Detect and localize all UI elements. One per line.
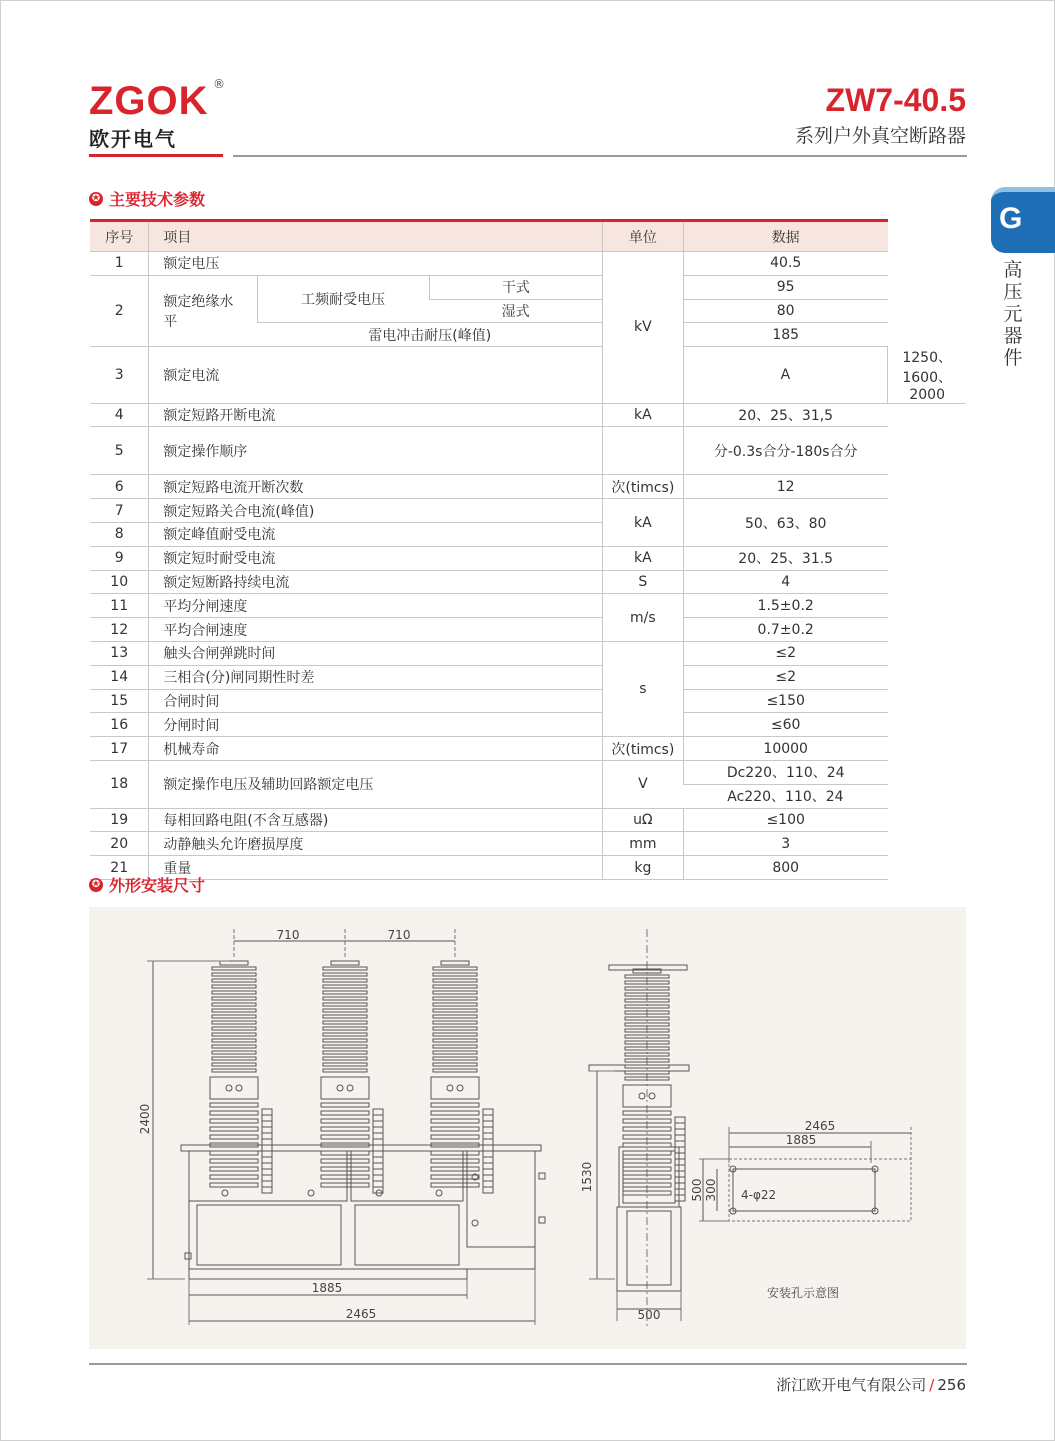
section-params-title (89, 187, 205, 210)
row-no: 4 (90, 403, 149, 427)
row-unit: mm (603, 832, 683, 856)
table-row (90, 570, 966, 594)
row-item: 额定绝缘水平 (149, 275, 257, 346)
row-unit: kA (603, 546, 683, 570)
row-item: 分闸时间 (149, 713, 603, 737)
section-dims-label: 外形安装尺寸 (109, 876, 206, 895)
table-row (90, 856, 966, 880)
logo-underline (89, 154, 223, 157)
dim-710-right: 710 (387, 928, 411, 942)
plan-caption: 安装孔示意图 (766, 1286, 840, 1300)
model-subtitle: 系列户外真空断路器 (794, 125, 966, 147)
row-no: 16 (90, 713, 149, 737)
row-unit: uΩ (603, 808, 683, 832)
row-item: 触头合闸弹跳时间 (149, 642, 603, 666)
row-unit: kA (603, 499, 683, 547)
row-item: 平均分闸速度 (149, 594, 603, 618)
row-data: ≤60 (683, 713, 888, 737)
row-no: 14 (90, 665, 149, 689)
dim-1530: 1530 (580, 1161, 594, 1193)
row-no: 6 (90, 475, 149, 499)
row-no: 15 (90, 689, 149, 713)
row-unit: 次(timcs) (603, 737, 683, 761)
row-item: 额定短路电流开断次数 (149, 475, 603, 499)
row-no: 1 (90, 252, 149, 276)
section-dims-title (89, 873, 205, 896)
row-unit: 次(timcs) (603, 475, 683, 499)
star-icon: ✪ (89, 878, 103, 892)
category-letter: G (999, 202, 1023, 235)
row-item: 平均合闸速度 (149, 618, 603, 642)
row-item: 额定峰值耐受电流 (149, 523, 603, 547)
row-no: 12 (90, 618, 149, 642)
table-row (90, 252, 966, 276)
row-subitem-wet: 湿式 (429, 299, 603, 323)
row-unit: m/s (603, 594, 683, 642)
plan-holes-label: 4-φ22 (741, 1188, 777, 1202)
header-item: 项目 (149, 221, 603, 252)
row-item: 机械寿命 (149, 737, 603, 761)
logo-wordmark: ZGOK (89, 79, 209, 123)
model-title: ZW7-40.5 (825, 82, 966, 118)
header-no: 序号 (90, 221, 149, 252)
plan-dim-300: 300 (704, 1178, 718, 1202)
row-data: 3 (683, 832, 888, 856)
table-header-row (90, 221, 966, 252)
row-data: ≤2 (683, 665, 888, 689)
plan-dim-1885: 1885 (785, 1133, 817, 1147)
table-row (90, 499, 966, 523)
row-data: 40.5 (683, 252, 888, 276)
row-no: 13 (90, 642, 149, 666)
row-data: 185 (683, 323, 888, 347)
model-heading (795, 83, 966, 148)
row-no: 9 (90, 546, 149, 570)
table-row (90, 546, 966, 570)
registered-mark: ® (213, 77, 225, 91)
section-params-label: 主要技术参数 (109, 190, 206, 209)
row-data: 分-0.3s合分-180s合分 (683, 427, 888, 475)
footer (776, 1374, 966, 1395)
row-data: 80 (683, 299, 888, 323)
footer-divider (89, 1363, 967, 1365)
row-no: 11 (90, 594, 149, 618)
row-item: 额定短路开断电流 (149, 403, 603, 427)
front-view (138, 928, 545, 1325)
row-subitem: 工频耐受电压 (257, 275, 429, 323)
row-data: ≤2 (683, 642, 888, 666)
table-row (90, 475, 966, 499)
row-item: 额定短路关合电流(峰值) (149, 499, 603, 523)
category-label: 高压元器件 (1003, 259, 1023, 369)
row-data: Ac220、110、24 (683, 784, 888, 808)
footer-company: 浙江欧开电气有限公司 (776, 1376, 927, 1394)
row-no: 20 (90, 832, 149, 856)
dim-2465: 2465 (345, 1307, 377, 1321)
side-view (580, 929, 689, 1327)
row-item: 额定短时耐受电流 (149, 546, 603, 570)
table-row (90, 642, 966, 666)
brand-name-cn: 欧开电气 (89, 127, 177, 151)
table-row (90, 713, 966, 737)
row-data: ≤100 (683, 808, 888, 832)
dim-500: 500 (637, 1308, 661, 1322)
row-item: 重量 (149, 856, 603, 880)
row-data: ≤150 (683, 689, 888, 713)
drawing-svg (89, 907, 966, 1349)
table-row (90, 665, 966, 689)
row-item: 额定操作顺序 (149, 427, 603, 475)
dim-710-left: 710 (276, 928, 300, 942)
row-no: 8 (90, 523, 149, 547)
row-data: 95 (683, 275, 888, 299)
row-unit: S (603, 570, 683, 594)
category-tab (991, 187, 1055, 253)
row-unit: A (683, 347, 888, 404)
row-data: 1250、1600、2000 (888, 347, 966, 404)
dim-1885: 1885 (311, 1281, 343, 1295)
row-item: 额定操作电压及辅助回路额定电压 (149, 761, 603, 809)
table-row (90, 427, 966, 475)
row-unit: s (603, 642, 683, 737)
brand-logo (89, 77, 225, 152)
footer-slash: / (929, 1376, 935, 1394)
plan-dim-500: 500 (690, 1178, 704, 1202)
row-item: 合闸时间 (149, 689, 603, 713)
row-data: 4 (683, 570, 888, 594)
table-row (90, 737, 966, 761)
header-data: 数据 (683, 221, 888, 252)
table-row (90, 275, 966, 299)
row-no: 7 (90, 499, 149, 523)
table-row (90, 594, 966, 618)
row-unit (603, 427, 683, 475)
row-item: 额定短断路持续电流 (149, 570, 603, 594)
row-unit: kg (603, 856, 683, 880)
table-row (90, 403, 966, 427)
row-data: 12 (683, 475, 888, 499)
row-item: 额定电压 (149, 252, 603, 276)
table-row (90, 761, 966, 785)
plan-view (690, 1119, 911, 1300)
row-unit: kA (603, 403, 683, 427)
row-data: 20、25、31,5 (683, 403, 888, 427)
row-item: 动静触头允许磨损厚度 (149, 832, 603, 856)
row-no: 5 (90, 427, 149, 475)
row-data: 20、25、31.5 (683, 546, 888, 570)
dimension-drawing (89, 907, 966, 1349)
row-unit: V (603, 761, 683, 809)
row-item: 每相回路电阻(不含互感器) (149, 808, 603, 832)
row-data: 800 (683, 856, 888, 880)
table-row (90, 618, 966, 642)
plan-dim-2465: 2465 (804, 1119, 836, 1133)
row-subitem-lightning: 雷电冲击耐压(峰值) (257, 323, 602, 347)
row-no: 18 (90, 761, 149, 809)
row-no: 10 (90, 570, 149, 594)
table-row (90, 808, 966, 832)
row-no: 17 (90, 737, 149, 761)
row-no: 19 (90, 808, 149, 832)
header-unit: 单位 (603, 221, 683, 252)
row-no: 3 (90, 347, 149, 404)
table-row (90, 832, 966, 856)
row-no: 21 (90, 856, 149, 880)
row-no: 2 (90, 275, 149, 346)
row-data: Dc220、110、24 (683, 761, 888, 785)
row-data: 1.5±0.2 (683, 594, 888, 618)
header-divider (233, 155, 967, 157)
spec-table (90, 219, 966, 880)
row-unit: kV (603, 252, 683, 404)
star-icon: ✪ (89, 192, 103, 206)
row-data: 10000 (683, 737, 888, 761)
table-row (90, 689, 966, 713)
row-item: 三相合(分)闸同期性时差 (149, 665, 603, 689)
row-data: 0.7±0.2 (683, 618, 888, 642)
row-item: 额定电流 (149, 347, 603, 404)
dim-2400: 2400 (138, 1103, 152, 1135)
row-data: 50、63、80 (683, 499, 888, 547)
row-subitem-dry: 干式 (429, 275, 603, 299)
page-number: 256 (937, 1376, 966, 1394)
table-row (90, 347, 966, 404)
